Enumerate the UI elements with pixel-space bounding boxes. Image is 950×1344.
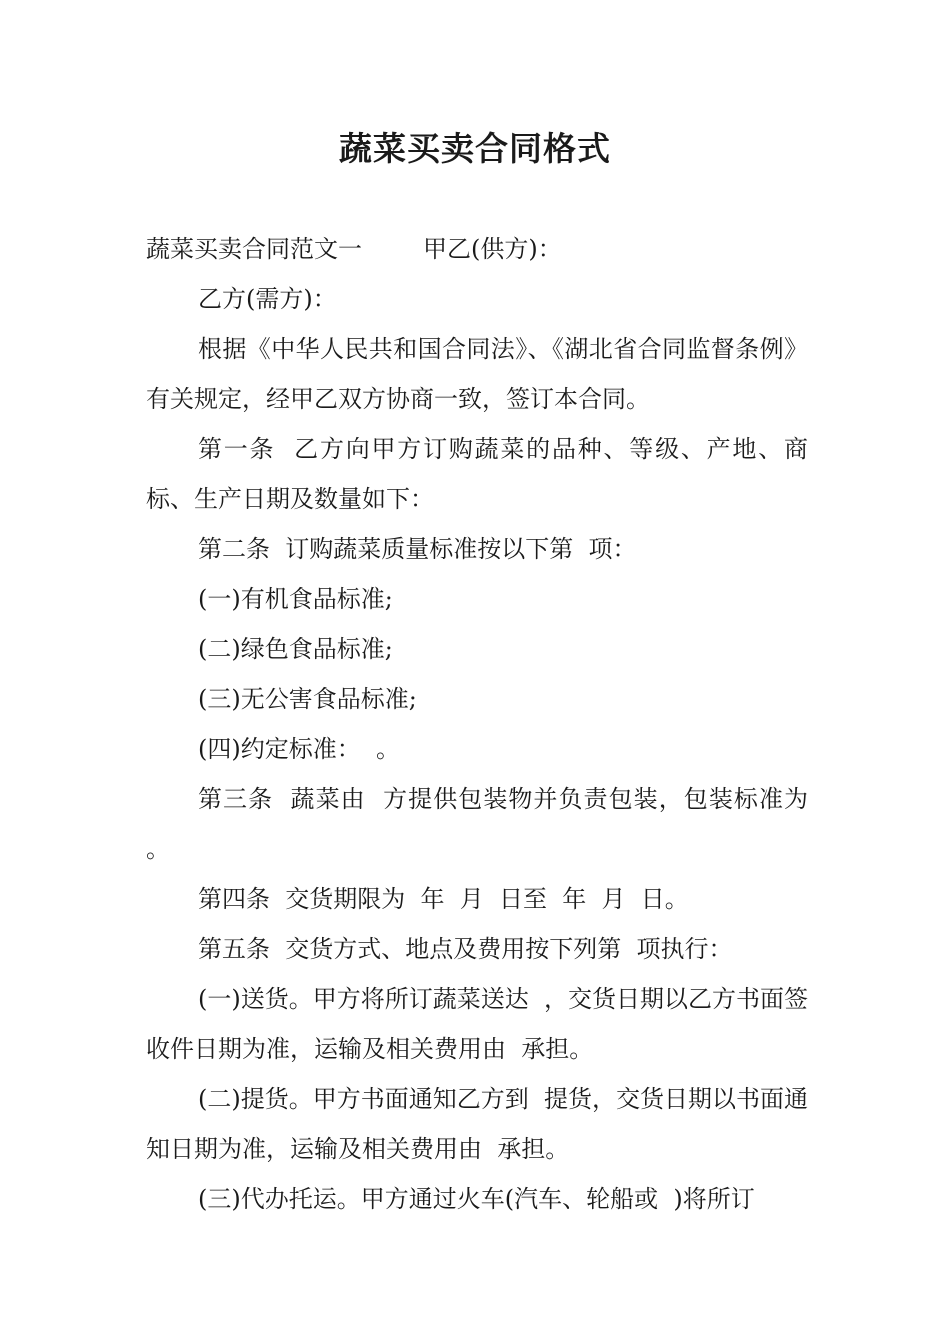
document-body bbox=[146, 224, 824, 1224]
paragraph-article-2-item-2: (二)绿色食品标准; bbox=[198, 635, 393, 663]
paragraph-article-3: 第三条 蔬菜由 方提供包装物并负责包装，包装标准为 。 bbox=[146, 785, 824, 863]
paragraph-article-4: 第四条 交货期限为 年 月 日至 年 月 日。 bbox=[198, 885, 689, 913]
paragraph-article-5-item-1: (一)送货。甲方将所订蔬菜送达 ，交货日期以乙方书面签收件日期为准，运输及相关费用由 承担。 bbox=[146, 985, 808, 1063]
paragraph-article-2-item-3: (三)无公害食品标准; bbox=[198, 685, 417, 713]
paragraph-article-5-item-2: (二)提货。甲方书面通知乙方到 提货，交货日期以书面通知日期为准，运输及相关费用由 承担。 bbox=[146, 1085, 808, 1163]
paragraph-article-2-item-1: (一)有机食品标准; bbox=[198, 585, 393, 613]
paragraph-basis: 根据《中华人民共和国合同法》、《湖北省合同监督条例》有关规定，经甲乙双方协商一致，签订本合同。 bbox=[146, 335, 808, 413]
paragraph-article-5-item-3: (三)代办托运。甲方通过火车(汽车、轮船或 )将所订 bbox=[198, 1185, 755, 1213]
paragraph-article-1: 第一条 乙方向甲方订购蔬菜的品种、等级、产地、商标、生产日期及数量如下： bbox=[146, 435, 808, 513]
paragraph-article-2: 第二条 订购蔬菜质量标准按以下第 项： bbox=[198, 535, 637, 563]
paragraph-article-5: 第五条 交货方式、地点及费用按下列第 项执行： bbox=[198, 935, 733, 963]
paragraph-party-b: 乙方(需方)： bbox=[198, 285, 337, 313]
paragraph-article-2-item-4: (四)约定标准： 。 bbox=[198, 735, 400, 763]
paragraph-opening: 蔬菜买卖合同范文一 甲乙(供方)： bbox=[146, 235, 562, 263]
document-title: 蔬菜买卖合同格式 bbox=[339, 129, 611, 168]
